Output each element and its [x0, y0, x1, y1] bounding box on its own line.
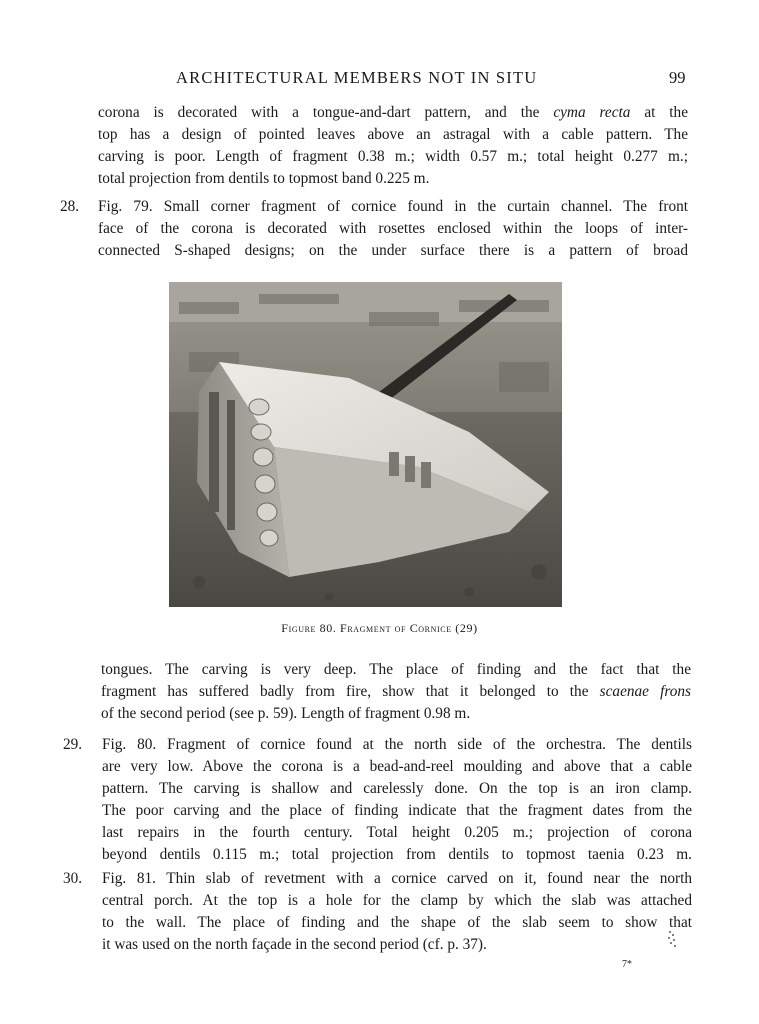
running-header: [0, 68, 759, 92]
text-line: central porch. At the top is a hole for the clamp by which the slab was attached: [102, 892, 692, 909]
text-line: are very low. Above the corona is a bead-and-reel moulding and above that a cable: [102, 758, 692, 775]
page-number: 99: [669, 68, 686, 87]
entry-number: 30.: [63, 870, 83, 887]
paragraph-continuation-28: [101, 659, 691, 725]
entry-number: 29.: [63, 736, 83, 753]
paragraph-continuation-27: [98, 102, 688, 190]
catalogue-entry-29: [63, 734, 692, 866]
text-line: to the wall. The place of finding and the shape of the slab seem to show that: [102, 914, 692, 931]
signature-mark: 7*: [622, 959, 632, 970]
text-line: carving is poor. Length of fragment 0.38 m.; width 0.57 m.; total height 0.277 m.;: [98, 148, 688, 165]
text-line: fragment has suffered badly from fire, show that it belonged to the scaenae frons: [101, 683, 691, 700]
ink-speck-mark: [664, 928, 678, 950]
caption-ref: (29): [455, 621, 478, 635]
text-line: face of the corona is decorated with rosettes enclosed within the loops of inter-: [98, 220, 688, 237]
text-line: last repairs in the fourth century. Total height 0.205 m.; projection of corona: [102, 824, 692, 841]
text-line: corona is decorated with a tongue-and-dart pattern, and the cyma recta at the: [98, 104, 688, 121]
text-line: beyond dentils 0.115 m.; total projection from dentils to topmost taenia 0.23 m.: [102, 846, 692, 863]
caption-number: 80.: [319, 621, 337, 635]
catalogue-entry-28: [60, 196, 688, 262]
text-line: of the second period (see p. 59). Length of fragment 0.98 m.: [101, 705, 471, 722]
text-line: Fig. 80. Fragment of cornice found at the north side of the orchestra. The dentils: [102, 736, 692, 753]
text-line: it was used on the north façade in the second period (cf. p. 37).: [102, 936, 487, 953]
entry-number: 28.: [60, 198, 80, 215]
text-line: top has a design of pointed leaves above an astragal with a cable pattern. The: [98, 126, 688, 143]
running-title: ARCHITECTURAL MEMBERS NOT IN SITU: [176, 68, 538, 87]
text-line: The poor carving and the place of finding indicate that the fragment dates from the: [102, 802, 692, 819]
caption-prefix: Figure: [281, 621, 317, 635]
text-line: total projection from dentils to topmost band 0.225 m.: [98, 170, 430, 187]
figure-caption: [0, 621, 759, 636]
text-line: pattern. The carving is shallow and carelessly done. On the top is an iron clamp.: [102, 780, 692, 797]
text-line: tongues. The carving is very deep. The place of finding and the fact that the: [101, 661, 691, 678]
text-line: connected S-shaped designs; on the under surface there is a pattern of broad: [98, 242, 688, 259]
figure-80-photograph: [169, 282, 562, 607]
text-line: Fig. 81. Thin slab of revetment with a cornice carved on it, found near the north: [102, 870, 692, 887]
caption-title: Fragment of Cornice: [340, 621, 452, 635]
catalogue-entry-30: [63, 868, 692, 956]
text-line: Fig. 79. Small corner fragment of cornice found in the curtain channel. The front: [98, 198, 688, 215]
cornice-fragment-photo: [169, 282, 562, 607]
